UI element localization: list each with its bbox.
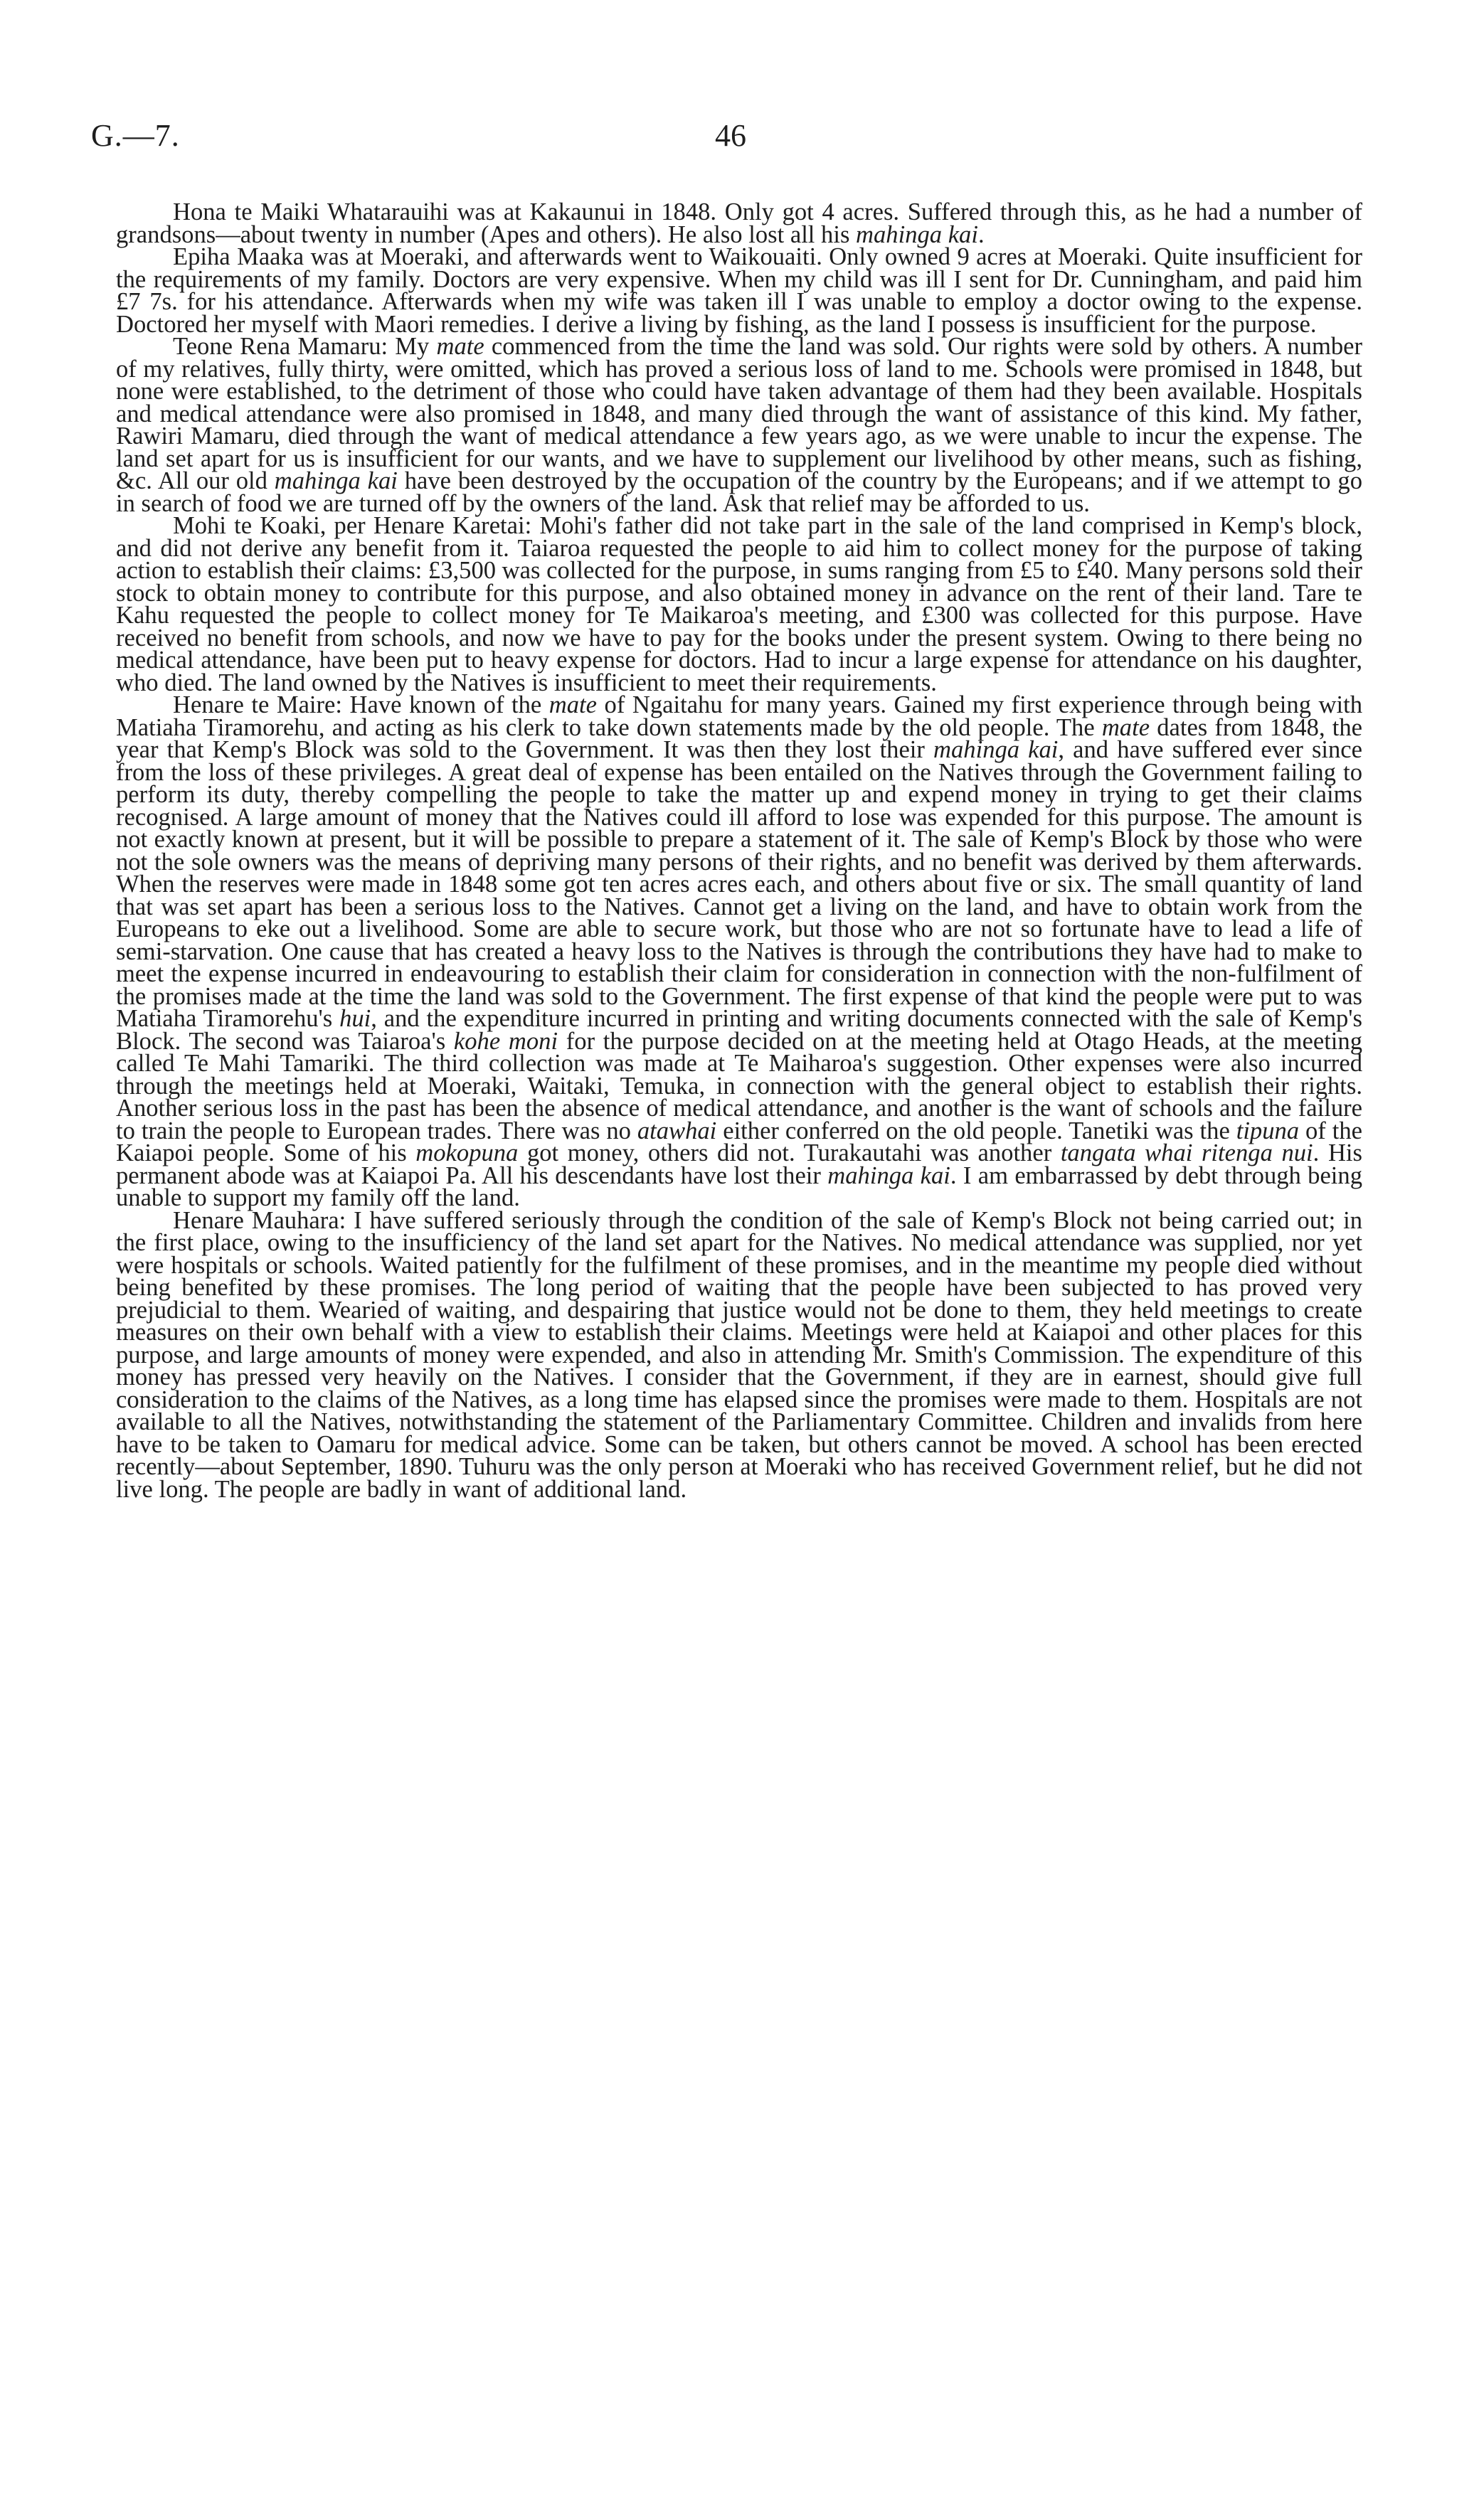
- italic-term: mokopuna: [415, 1139, 519, 1166]
- page-header: [0, 117, 1479, 167]
- text-run: of Ngaitahu for many years. Gained my first experience through being with Matiaha Tiramorehu, and acting as his clerk to take down statements made by the old people. The: [116, 691, 1362, 741]
- text-run: Henare Mauhara: I have suffered seriously through the condition of the sale of Kemp's Block not being carried out; in the first place, owing to the insufficiency of the land set apart for the Natives. No medical attendance was supplied, nor yet were hospitals or schools. Waited patiently for the fulfilment of these promises, and in the meantime my people died without being benefited by these promises. The long period of waiting that the people have been subjected to has proved very prejudicial to them. Wearied of waiting, and despairing that justice would not be done to them, they held meetings to create measures on their own behalf with a view to establish their claims. Meetings were held at Kaiapoi and other places for this purpose, and large amounts of money were expended, and also in attending Mr. Smith's Commission. The expenditure of this money has pressed very heavily on the Natives. I consider that the Government, if they are in earnest, should give full consideration to the claims of the Natives, as a long time has elapsed since the promises were made to them. Hospitals are not available to all the Natives, notwithstanding the statement of the Parliamentary Committee. Children and invalids from here have to be taken to Oamaru for medical advice. Some can be taken, but others cannot be moved. A school has been erected recently—about September, 1890. Tuhuru was the only person at Moeraki who has received Government relief, but he did not live long. The people are badly in want of additional land.: [116, 1206, 1362, 1503]
- paragraph-teone-rena-mamaru: [116, 333, 1362, 517]
- text-run: Mohi te Koaki, per Henare Karetai: Mohi's father did not take part in the sale of the land comprised in Kemp's block, and did not derive any benefit from it. Taiaroa requested the people to aid him to collect money for the purpose of taking action to establish their claims: £3,500 was collected for the purpose, in sums ranging from £5 to £40. Many persons sold their stock to obtain money to contribute for this purpose, and also obtained money in advance on the rent of their land. Tare te Kahu requested the people to collect money for Te Maikaroa's meeting, and £300 was collected for this purpose. Have received no benefit from schools, and now we have to pay for the books under the present system. Owing to there being no medical attendance, have been put to heavy expense for doctors. Had to incur a large expense for attendance on his daughter, who died. The land owned by the Natives is insufficient to meet their requirements.: [116, 512, 1362, 696]
- italic-term: kohe moni: [453, 1027, 558, 1055]
- text-run: , and the expenditure incurred in printing and writing documents connected with the sale of Kemp's Block. The second was Taiaroa's: [116, 1005, 1362, 1055]
- italic-term: mate: [548, 691, 598, 718]
- italic-term: mahinga kai: [827, 1161, 950, 1189]
- text-run: got money, others did not. Turakautahi was another: [518, 1139, 1061, 1166]
- text-run: dates from 1848, the year that Kemp's Block was sold to the Government. It was then they lost their: [116, 713, 1362, 763]
- text-run: Henare te Maire: Have known of the: [173, 691, 549, 718]
- text-run: Epiha Maaka was at Moeraki, and afterwards went to Waikouaiti. Only owned 9 acres at Moeraki. Quite insufficient for the requirements of my family. Doctors are very expensive. When my child was ill I sent for Dr. Cunningham, and paid him £7 7s. for his attendance. Afterwards when my wife was taken ill I was unable to employ a doctor owing to the expense. Doctored her myself with Maori remedies. I derive a living by fishing, as the land I possess is insufficient for the purpose.: [116, 243, 1362, 338]
- text-run: Teone Rena Mamaru: My: [173, 333, 437, 360]
- paragraph-mohi-te-koaki: [116, 512, 1362, 696]
- italic-term: mate: [1101, 713, 1150, 741]
- italic-term: mahinga kai: [933, 736, 1059, 763]
- paragraph-henare-te-maire: [116, 691, 1362, 1211]
- text-run: . His permanent abode was at Kaiapoi Pa. All his descendants have lost their: [116, 1139, 1362, 1189]
- text-run: .: [977, 220, 985, 248]
- paragraph-hona-te-maiki: [116, 198, 1362, 248]
- text-run: . I am embarrassed by debt through being unable to support my family off the land.: [116, 1161, 1362, 1211]
- italic-term: mahinga kai: [274, 467, 398, 494]
- italic-term: mate: [436, 333, 484, 360]
- body-text: [116, 198, 1362, 1503]
- text-run: Hona te Maiki Whatarauihi was at Kakaunui in 1848. Only got 4 acres. Suffered through this, as he had a number of grandsons—about twenty in number (Apes and others). He also lost all his: [116, 198, 1362, 248]
- text-run: for the purpose decided on at the meeting held at Otago Heads, at the meeting called Te Mahi Tamariki. The third collection was made at Te Maiharoa's suggestion. Other expenses were also incurred through the meetings held at Moeraki, Waitaki, Temuka, in connection with the general object to establish their rights. Another serious loss in the past has been the absence of medical attendance, and another is the want of schools and the failure to train the people to European trades. There was no: [116, 1027, 1362, 1144]
- italic-term: atawhai: [637, 1117, 717, 1144]
- text-run: have been destroyed by the occupation of the country by the Europeans; and if we attempt to go in search of food we are turned off by the owners of the land. Ask that relief may be afforded to us.: [116, 467, 1362, 517]
- italic-term: hui: [339, 1005, 371, 1032]
- document-reference: G.—7.: [91, 118, 180, 153]
- paragraph-epiha-maaka: [116, 243, 1362, 338]
- italic-term: tipuna: [1236, 1117, 1300, 1144]
- italic-term: mahinga kai: [856, 220, 978, 248]
- paragraph-henare-mauhara: [116, 1206, 1362, 1503]
- page-number: 46: [715, 118, 746, 153]
- italic-term: tangata whai ritenga nui: [1060, 1139, 1313, 1166]
- text-run: commenced from the time the land was sold. Our rights were sold by others. A number of my relatives, fully thirty, were omitted, which has proved a serious loss of land to me. Schools were promised in 1848, but none were established, to the detriment of those who could have taken advantage of them had they been available. Hospitals and medical attendance were also promised in 1848, and many died through the want of assistance of this kind. My father, Rawiri Mamaru, died through the want of medical attendance a few years ago, as we were unable to incur the expense. The land set apart for us is insufficient for our wants, and we have to supplement our livelihood by other means, such as fishing, &c. All our old: [116, 333, 1362, 494]
- text-run: either conferred on the old people. Tanetiki was the: [716, 1117, 1236, 1144]
- text-run: , and have suffered ever since from the loss of these privileges. A great deal of expense has been entailed on the Natives through the Government failing to perform its duty, thereby compelling the people to take the matter up and expend money in trying to get their claims recognised. A large amount of money that the Natives could ill afford to lose was expended for this purpose. The amount is not exactly known at present, but it will be possible to prepare a statement of it. The sale of Kemp's Block by those who were not the sole owners was the means of depriving many persons of their rights, and no benefit was derived by them afterwards. When the reserves were made in 1848 some got ten acres acres each, and others about five or six. The small quantity of land that was set apart has been a serious loss to the Natives. Cannot get a living on the land, and have to obtain work from the Europeans to eke out a livelihood. Some are able to secure work, but those who are not so fortunate have to lead a life of semi-starvation. One cause that has created a heavy loss to the Natives is through the contributions they have had to make to meet the expense incurred in endeavouring to establish their claim for consideration in connection with the non-fulfilment of the promises made at the time the land was sold to the Government. The first expense of that kind the people were put to was Matiaha Tiramorehu's: [116, 736, 1362, 1032]
- text-run: of the Kaiapoi people. Some of his: [116, 1117, 1362, 1166]
